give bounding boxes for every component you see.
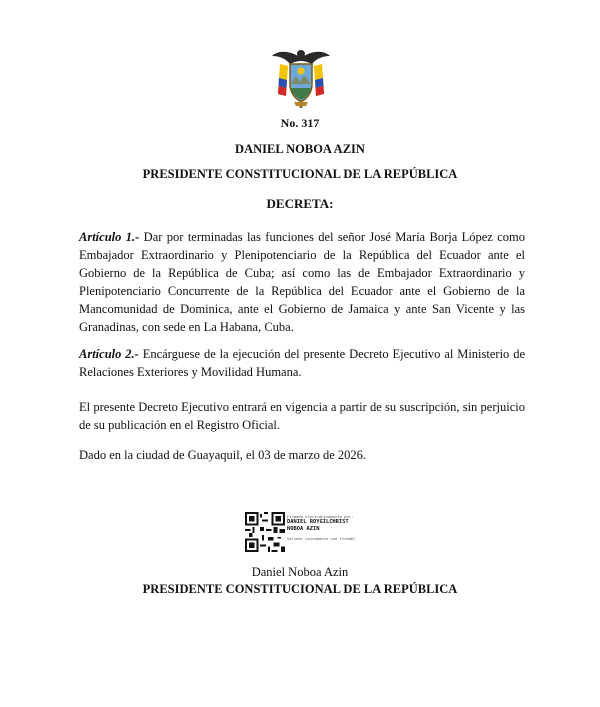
article-2-label: Artículo 2.-	[79, 347, 139, 361]
signature-text	[287, 514, 387, 541]
qr-code-icon	[245, 512, 285, 552]
decreta-heading: DECRETA:	[266, 196, 334, 211]
decree-number: No. 317	[280, 116, 320, 130]
ecuador-coat-of-arms-icon	[270, 44, 332, 110]
signer-title: PRESIDENTE CONSTITUCIONAL DE LA REPÚBLICA	[142, 582, 458, 596]
e-sign-validate: Validar únicamente con FirmaEC	[287, 536, 356, 541]
president-name: DANIEL NOBOA AZIN	[235, 142, 365, 156]
electronic-signature	[245, 512, 375, 554]
article-2-text: Encárguese de la ejecución del presente Decreto Ejecutivo al Ministerio de Relaciones Exteriores y Movilidad Humana.	[79, 347, 525, 379]
e-sign-caption: Firmado electrónicamente por:	[287, 514, 354, 519]
dado-paragraph: Dado en la ciudad de Guayaquil, el 03 de marzo de 2026.	[79, 448, 367, 462]
article-1-text: Dar por terminadas las funciones del señor José María Borja López como Embajador Extraordinario y Plenipotenciario de la República del Ecuador ante el Gobierno de la República de Cuba; así como las de Embajador Extraordinario y Plenipotenciario Concurrente de la República del Ecuador ante el Gobierno de la Mancomunidad de Dominica, ante el Gobierno de Jamaica y ante San Vicente y las Granadinas, con sede en La Habana, Cuba.	[79, 230, 525, 334]
president-title: PRESIDENTE CONSTITUCIONAL DE LA REPÚBLICA	[142, 167, 458, 181]
article-1	[79, 228, 525, 336]
e-sign-name-2: NOBOA AZIN	[287, 525, 320, 532]
article-1-label: Artículo 1.-	[79, 230, 140, 244]
vigencia-paragraph: El presente Decreto Ejecutivo entrará en vigencia a partir de su suscripción, sin perjuicio de su publicación en el Registro Oficial.	[79, 400, 525, 432]
e-sign-name-1: DANIEL ROYGILCHRIST	[287, 519, 349, 525]
signer-name: Daniel Noboa Azin	[251, 565, 349, 579]
article-2	[79, 345, 525, 381]
